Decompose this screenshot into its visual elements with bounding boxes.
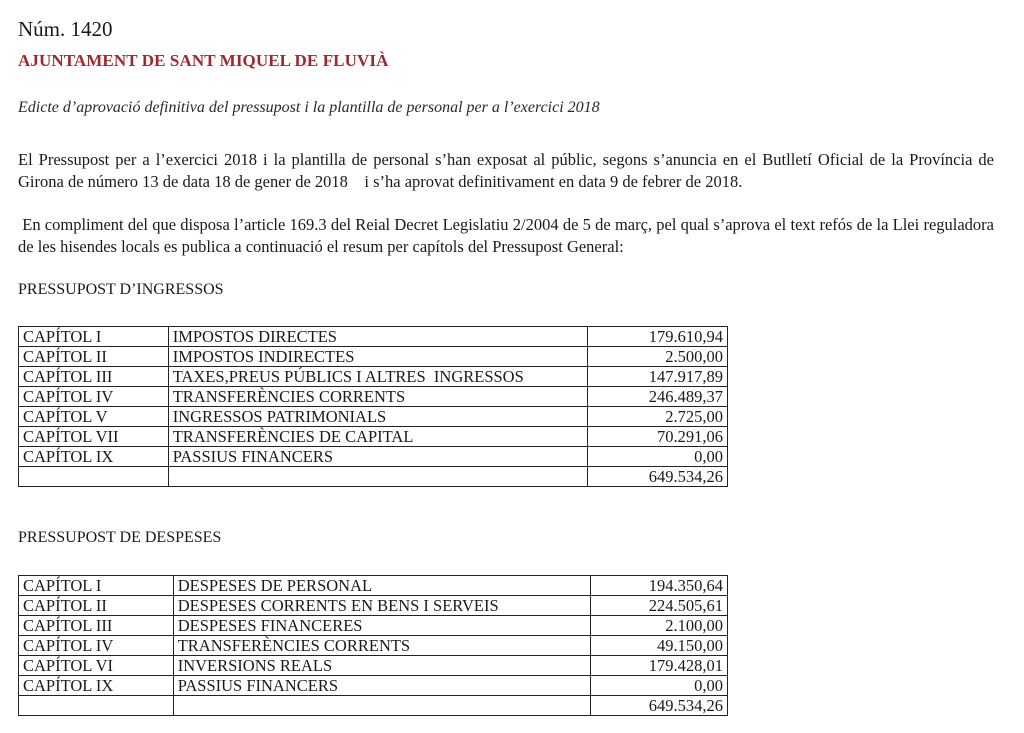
- edict-number: Núm. 1420: [18, 17, 113, 41]
- concept-cell: TRANSFERÈNCIES DE CAPITAL: [168, 427, 588, 447]
- paragraph-exposure: El Pressupost per a l’exercici 2018 i la plantilla de personal s’han exposat al públic, segons s’anuncia en el Butlletí Oficial de la Província de Girona de número 13 de data 18 de gener de 2018 i s’ha aprovat definitivament en data 9 de febrer de 2018.: [18, 150, 999, 191]
- empty-cell: [19, 696, 174, 716]
- table-row: [19, 447, 728, 467]
- table-row: [19, 367, 728, 387]
- chapter-cell: CAPÍTOL IX: [19, 447, 169, 467]
- expenses-heading: PRESSUPOST DE DESPESES: [18, 529, 222, 546]
- amount-cell: 0,00: [588, 447, 728, 467]
- income-table: [18, 326, 728, 487]
- concept-cell: DESPESES DE PERSONAL: [173, 576, 591, 596]
- table-row: [19, 407, 728, 427]
- organization-name: AJUNTAMENT DE SANT MIQUEL DE FLUVIÀ: [18, 51, 389, 70]
- concept-cell: PASSIUS FINANCERS: [168, 447, 588, 467]
- amount-cell: 0,00: [591, 676, 728, 696]
- table-row: [19, 327, 728, 347]
- chapter-cell: CAPÍTOL VII: [19, 427, 169, 447]
- table-row: [19, 596, 728, 616]
- income-total-cell: 649.534,26: [588, 467, 728, 487]
- amount-cell: 179.610,94: [588, 327, 728, 347]
- table-row: [19, 616, 728, 636]
- total-row: [19, 696, 728, 716]
- amount-cell: 2.500,00: [588, 347, 728, 367]
- chapter-cell: CAPÍTOL IV: [19, 387, 169, 407]
- concept-cell: TRANSFERÈNCIES CORRENTS: [173, 636, 591, 656]
- amount-cell: 70.291,06: [588, 427, 728, 447]
- amount-cell: 2.100,00: [591, 616, 728, 636]
- concept-cell: TRANSFERÈNCIES CORRENTS: [168, 387, 588, 407]
- table-row: [19, 387, 728, 407]
- paragraph-summary: En compliment del que disposa l’article 169.3 del Reial Decret Legislatiu 2/2004 de 5 de març, pel qual s’aprova el text refós de la Llei reguladora de les hisendes locals es publica a continuació el resum per capítols del Pressupost General:: [18, 215, 999, 256]
- total-row: [19, 467, 728, 487]
- table-row: [19, 676, 728, 696]
- concept-cell: IMPOSTOS INDIRECTES: [168, 347, 588, 367]
- amount-cell: 2.725,00: [588, 407, 728, 427]
- amount-cell: 49.150,00: [591, 636, 728, 656]
- edict-subtitle: Edicte d’aprovació definitiva del pressupost i la plantilla de personal per a l’exercici 2018: [18, 99, 600, 116]
- concept-cell: DESPESES CORRENTS EN BENS I SERVEIS: [173, 596, 591, 616]
- amount-cell: 224.505,61: [591, 596, 728, 616]
- chapter-cell: CAPÍTOL V: [19, 407, 169, 427]
- amount-cell: 246.489,37: [588, 387, 728, 407]
- expenses-total-cell: 649.534,26: [591, 696, 728, 716]
- empty-cell: [173, 696, 591, 716]
- amount-cell: 147.917,89: [588, 367, 728, 387]
- empty-cell: [19, 467, 169, 487]
- concept-cell: TAXES,PREUS PÚBLICS I ALTRES INGRESSOS: [168, 367, 588, 387]
- table-row: [19, 636, 728, 656]
- chapter-cell: CAPÍTOL III: [19, 367, 169, 387]
- concept-cell: PASSIUS FINANCERS: [173, 676, 591, 696]
- chapter-cell: CAPÍTOL IV: [19, 636, 174, 656]
- concept-cell: IMPOSTOS DIRECTES: [168, 327, 588, 347]
- amount-cell: 179.428,01: [591, 656, 728, 676]
- chapter-cell: CAPÍTOL I: [19, 576, 174, 596]
- income-heading: PRESSUPOST D’INGRESSOS: [18, 281, 224, 298]
- empty-cell: [168, 467, 588, 487]
- amount-cell: 194.350,64: [591, 576, 728, 596]
- chapter-cell: CAPÍTOL III: [19, 616, 174, 636]
- concept-cell: INGRESSOS PATRIMONIALS: [168, 407, 588, 427]
- chapter-cell: CAPÍTOL II: [19, 596, 174, 616]
- chapter-cell: CAPÍTOL II: [19, 347, 169, 367]
- table-row: [19, 576, 728, 596]
- concept-cell: INVERSIONS REALS: [173, 656, 591, 676]
- chapter-cell: CAPÍTOL IX: [19, 676, 174, 696]
- table-row: [19, 347, 728, 367]
- table-row: [19, 427, 728, 447]
- concept-cell: DESPESES FINANCERES: [173, 616, 591, 636]
- chapter-cell: CAPÍTOL I: [19, 327, 169, 347]
- table-row: [19, 656, 728, 676]
- chapter-cell: CAPÍTOL VI: [19, 656, 174, 676]
- expenses-table: [18, 575, 728, 716]
